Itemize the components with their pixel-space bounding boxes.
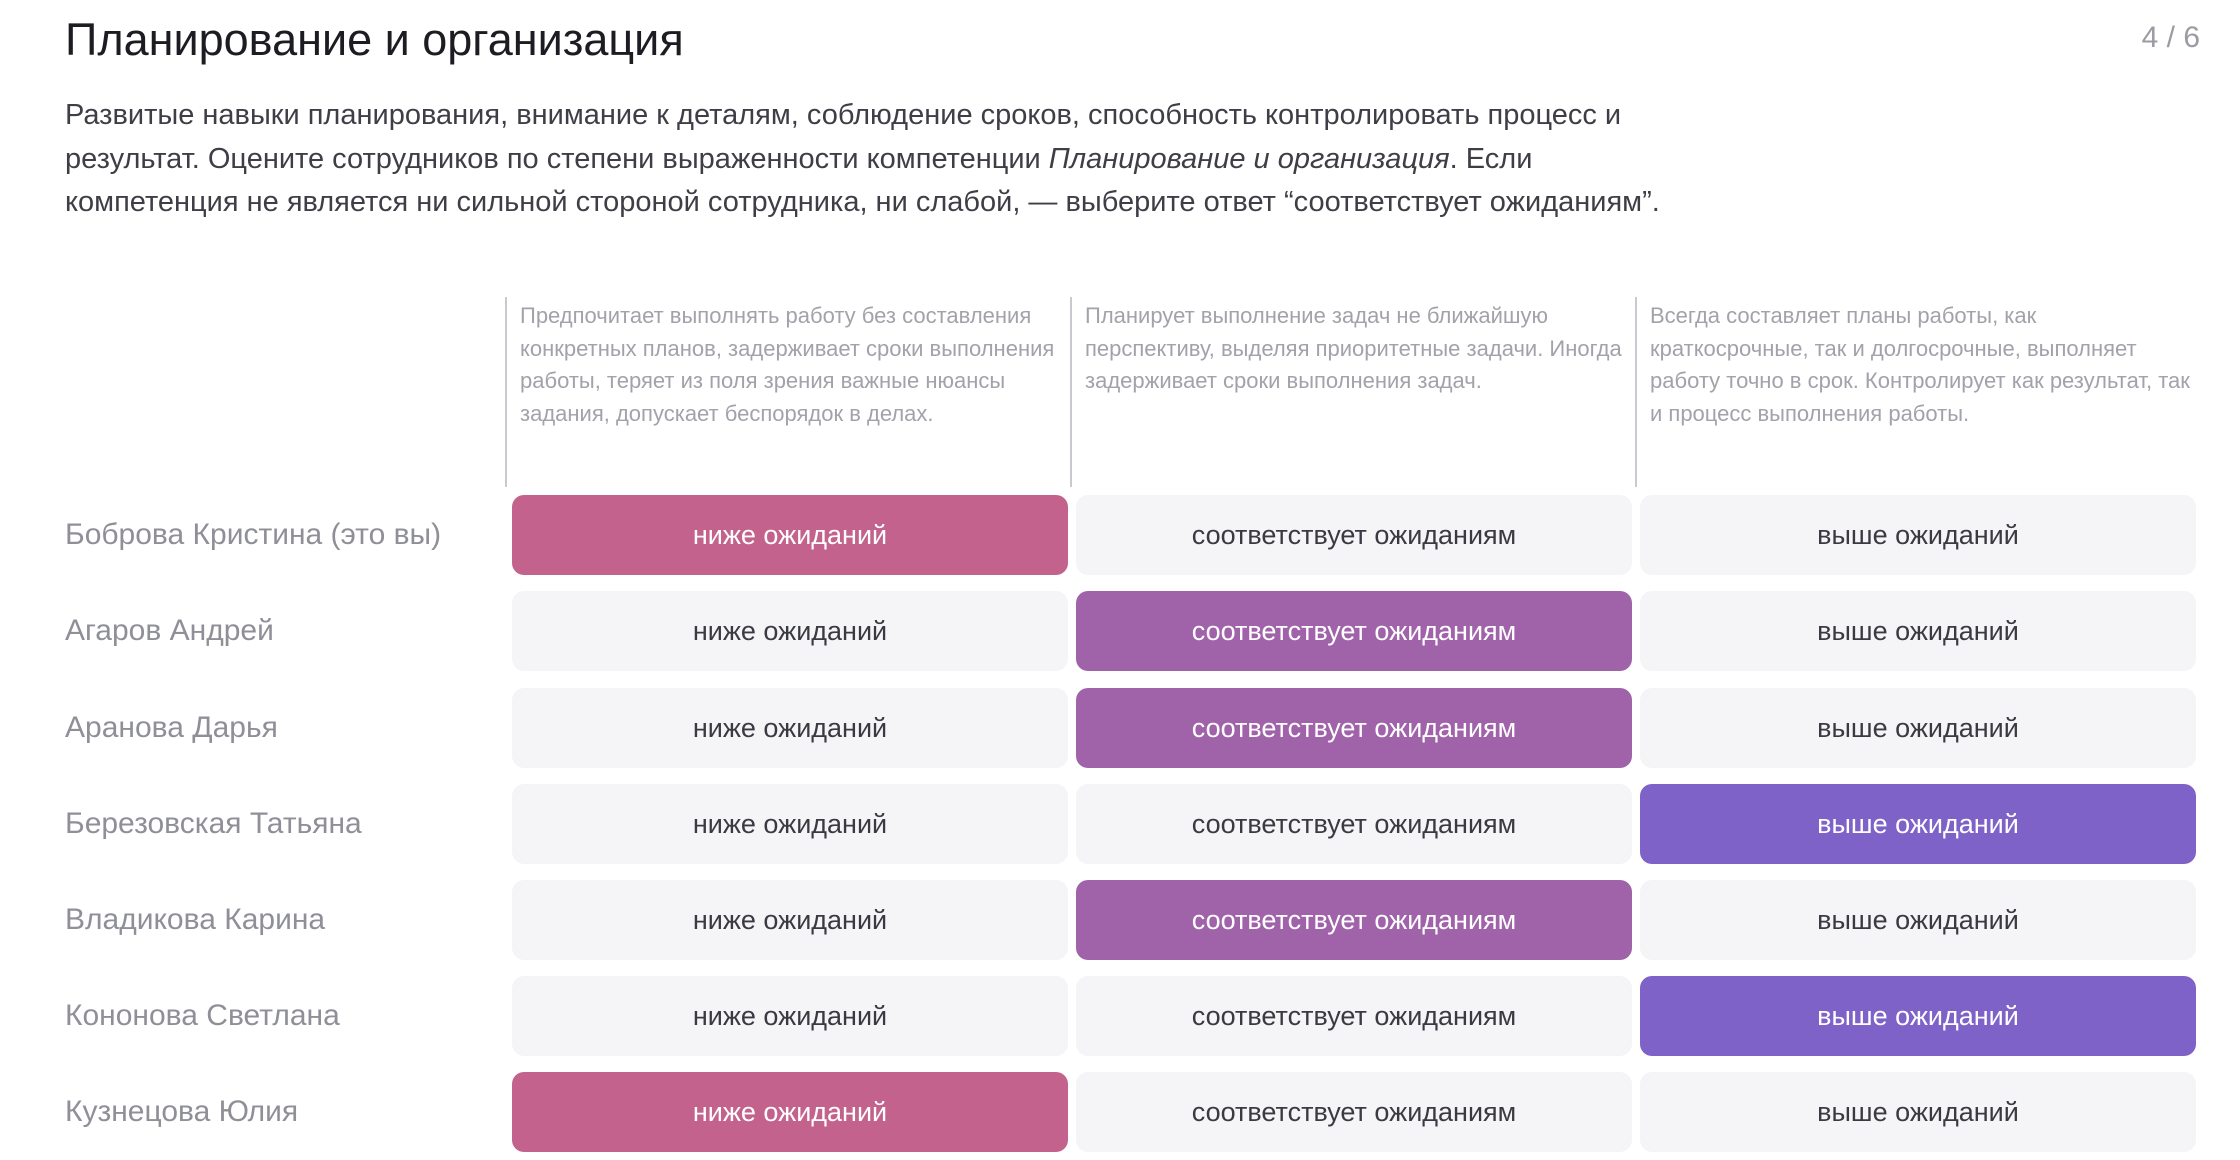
- rating-row: [0, 976, 2240, 1056]
- option-below[interactable]: ниже ожиданий: [512, 688, 1068, 768]
- employee-name: Кононова Светлана: [65, 999, 340, 1032]
- option-above[interactable]: выше ожиданий: [1640, 784, 2196, 864]
- option-below[interactable]: ниже ожиданий: [512, 784, 1068, 864]
- description-text-2: . Если компетенция не является ни сильной стороной сотрудника, ни слабой, — выберите ответ “соответствует ожиданиям”.: [65, 142, 1660, 218]
- level-description-below: Предпочитает выполнять работу без составления конкретных планов, задерживает сроки выполнения работы, теряет из поля зрения важные нюансы задания, допускает беспорядок в делах.: [505, 297, 1070, 487]
- rating-row: [0, 880, 2240, 960]
- employee-name: Березовская Татьяна: [65, 807, 362, 840]
- option-above[interactable]: выше ожиданий: [1640, 976, 2196, 1056]
- employee-name: Агаров Андрей: [65, 614, 274, 647]
- option-meets[interactable]: соответствует ожиданиям: [1076, 976, 1632, 1056]
- level-descriptions: [505, 297, 2200, 487]
- option-above[interactable]: выше ожиданий: [1640, 688, 2196, 768]
- level-description-above: Всегда составляет планы работы, как краткосрочные, так и долгосрочные, выполняет работу точно в срок. Контролирует как результат, так и процесс выполнения работы.: [1635, 297, 2200, 487]
- option-above[interactable]: выше ожиданий: [1640, 495, 2196, 575]
- rating-row: [0, 591, 2240, 671]
- competency-description: [65, 94, 1685, 225]
- employee-name: Владикова Карина: [65, 903, 326, 936]
- employee-name: Аранова Дарья: [65, 711, 278, 744]
- option-above[interactable]: выше ожиданий: [1640, 1072, 2196, 1152]
- option-below[interactable]: ниже ожиданий: [512, 976, 1068, 1056]
- rating-row: [0, 784, 2240, 864]
- option-below[interactable]: ниже ожиданий: [512, 495, 1068, 575]
- rating-row: [0, 495, 2240, 575]
- option-below[interactable]: ниже ожиданий: [512, 880, 1068, 960]
- option-meets[interactable]: соответствует ожиданиям: [1076, 688, 1632, 768]
- rating-row: [0, 688, 2240, 768]
- option-above[interactable]: выше ожиданий: [1640, 880, 2196, 960]
- option-below[interactable]: ниже ожиданий: [512, 591, 1068, 671]
- option-meets[interactable]: соответствует ожиданиям: [1076, 495, 1632, 575]
- option-below[interactable]: ниже ожиданий: [512, 1072, 1068, 1152]
- employee-name: Боброва Кристина (это вы): [65, 518, 442, 551]
- employee-name: Кузнецова Юлия: [65, 1095, 299, 1128]
- rating-row: [0, 1072, 2240, 1152]
- option-above[interactable]: выше ожиданий: [1640, 591, 2196, 671]
- competency-name: Планирование и организация: [1048, 142, 1450, 175]
- option-meets[interactable]: соответствует ожиданиям: [1076, 880, 1632, 960]
- description-text-1: Развитые навыки планирования, внимание к деталям, соблюдение сроков, способность контролировать процесс и результат. Оцените сотрудников по степени выраженности компетенции: [65, 99, 1622, 175]
- step-counter: 4 / 6: [2141, 21, 2200, 54]
- level-description-meets: Планирует выполнение задач не ближайшую перспективу, выделяя приоритетные задачи. Иногда задерживает сроки выполнения задач.: [1070, 297, 1635, 487]
- option-meets[interactable]: соответствует ожиданиям: [1076, 1072, 1632, 1152]
- option-meets[interactable]: соответствует ожиданиям: [1076, 784, 1632, 864]
- page-title: Планирование и организация: [65, 14, 684, 65]
- option-meets[interactable]: соответствует ожиданиям: [1076, 591, 1632, 671]
